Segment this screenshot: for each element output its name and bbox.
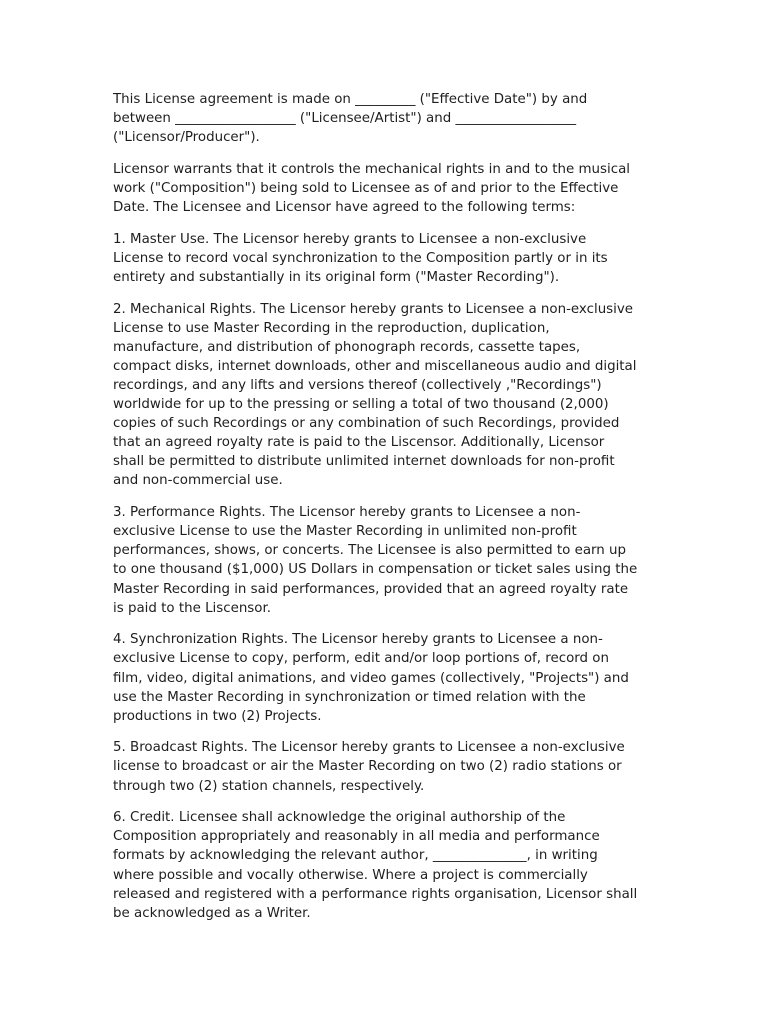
paragraph-broadcast-rights: 5. Broadcast Rights. The Licensor hereby grants to Licensee a non-exclusive license to broadcast or air the Master Recording on two (2) radio stations or through two (2) station channels, respectively. [113, 740, 625, 794]
document-body [113, 90, 658, 935]
paragraph-mechanical-rights: 2. Mechanical Rights. The Licensor hereby grants to Licensee a non-exclusive License to use Master Recording in the reproduction, duplication, manufacture, and distribution of phonograph records, cassette tapes, compact disks, internet downloads, other and miscellaneous audio and digital recordings, and any lifts and versions thereof (collectively ,"Recordings") worldwide for up to the pressing or selling a total of two thousand (2,000) copies of such Recordings or any combination of such Recordings, provided that an agreed royalty rate is paid to the Liscensor. Additionally, Licensor shall be permitted to distribute unlimited internet downloads for non-profit and non-commercial use. [113, 301, 637, 489]
paragraph-credit: 6. Credit. Licensee shall acknowledge the original authorship of the Composition appropriately and reasonably in all media and performance formats by acknowledging the relevant author, ______________, in writing where possible and vocally otherwise. Where a project is commercially released and registered with a performance rights organisation, Licensor shall be acknowledged as a Writer. [113, 810, 638, 921]
paragraph-synchronization-rights: 4. Synchronization Rights. The Licensor hereby grants to Licensee a non- exclusive License to copy, perform, edit and/or loop portions of, record on film, video, digital animations, and video games (collectively, "Projects") and use the Master Recording in synchronization or timed relation with the productions in two (2) Projects. [113, 632, 629, 724]
paragraph-master-use: 1. Master Use. The Licensor hereby grants to Licensee a non-exclusive License to record vocal synchronization to the Composition partly or in its entirety and substantially in its original form ("Master Recording"). [113, 231, 608, 285]
paragraph-performance-rights: 3. Performance Rights. The Licensor hereby grants to Licensee a non- exclusive License to use the Master Recording in unlimited non-profit performances, shows, or concerts. The Licensee is also permitted to earn up to one thousand ($1,000) US Dollars in compensation or ticket sales using the Master Recording in said performances, provided that an agreed royalty rate is paid to the Liscensor. [113, 505, 638, 616]
paragraph-warranty: Licensor warrants that it controls the mechanical rights in and to the musical work ("Composition") being sold to Licensee as of and prior to the Effective Date. The Licensee and Licensor have agreed to the following terms: [113, 161, 631, 216]
paragraph-intro: This License agreement is made on _________ ("Effective Date") by and between __________________ ("Licensee/Artist") and __________________ ("Licensor/Producer"). [113, 92, 588, 146]
